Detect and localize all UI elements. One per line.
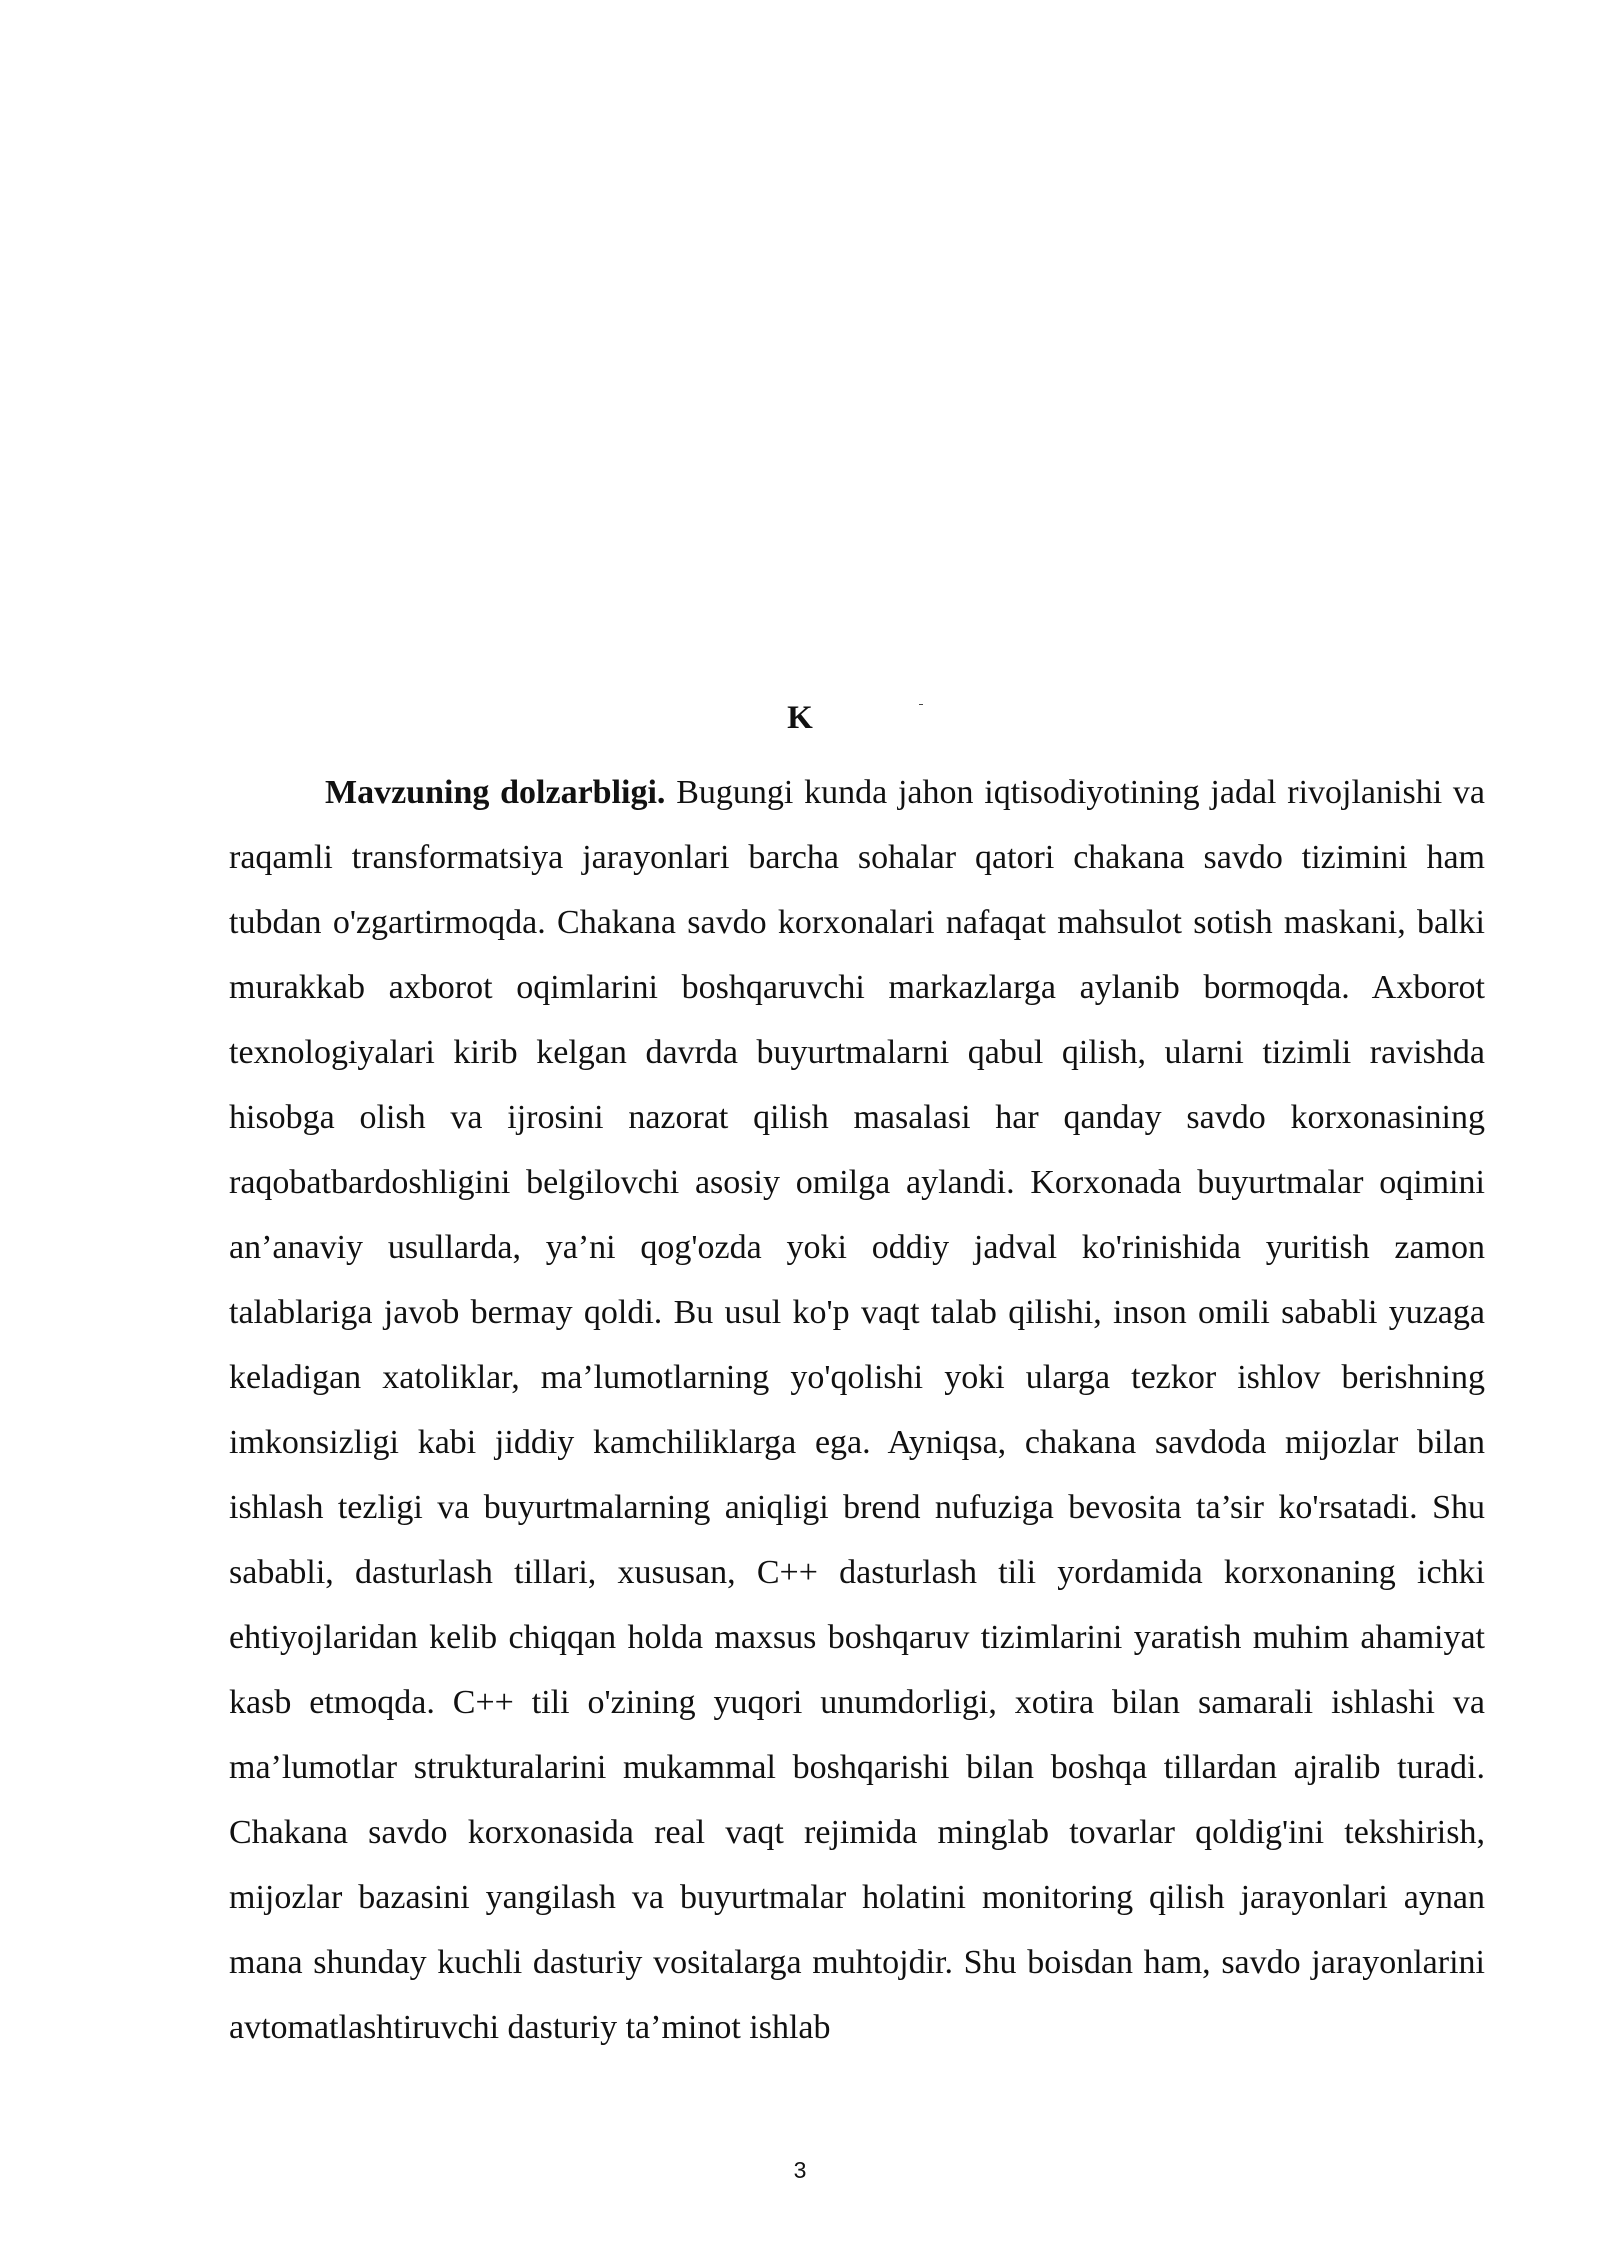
section-heading: K	[787, 700, 813, 736]
body-paragraph	[229, 760, 1485, 2060]
paragraph-lead-in: Mavzuning dolzarbligi.	[325, 774, 666, 811]
heading-mark	[919, 704, 923, 705]
page-number: 3	[793, 2157, 807, 2183]
paragraph-text: Bugungi kunda jahon iqtisodiyotining jadal rivojlanishi va raqamli transformatsiya jarayonlari barcha sohalar qatori chakana savdo tizimini ham tubdan o'zgartirmoqda. Chakana savdo korxonalari nafaqat mahsulot sotish maskani, balki murakkab axborot oqimlarini boshqaruvchi markazlarga aylanib bormoqda. Axborot texnologiyalari kirib kelgan davrda buyurtmalarni qabul qilish, ularni tizimli ravishda hisobga olish va ijrosini nazorat qilish masalasi har qanday savdo korxonasining raqobatbardoshligini belgilovchi asosiy omilga aylandi. Korxonada buyurtmalar oqimini an’anaviy usullarda, ya’ni qog'ozda yoki oddiy jadval ko'rinishida yuritish zamon talablariga javob bermay qoldi. Bu usul ko'p vaqt talab qilishi, inson omili sababli yuzaga keladigan xatoliklar, ma’lumotlarning yo'qolishi yoki ularga tezkor ishlov berishning imkonsizligi kabi jiddiy kamchiliklarga ega. Ayniqsa, chakana savdoda mijozlar bilan ishlash tezligi va buyurtmalarning aniqligi brend nufuziga bevosita ta’sir ko'rsatadi. Shu sababli, dasturlash tillari, xususan, C++ dasturlash tili yordamida korxonaning ichki ehtiyojlaridan kelib chiqqan holda maxsus boshqaruv tizimlarini yaratish muhim ahamiyat kasb etmoqda. C++ tili o'zining yuqori unumdorligi, xotira bilan samarali ishlashi va ma’lumotlar strukturalarini mukammal boshqarishi bilan boshqa tillardan ajralib turadi. Chakana savdo korxonasida real vaqt rejimida minglab tovarlar qoldig'ini tekshirish, mijozlar bazasini yangilash va buyurtmalar holatini monitoring qilish jarayonlari aynan mana shunday kuchli dasturiy vositalarga muhtojdir. Shu boisdan ham, savdo jarayonlarini avtomatlashtiruvchi dasturiy ta’minot ishlab	[229, 774, 1486, 2046]
